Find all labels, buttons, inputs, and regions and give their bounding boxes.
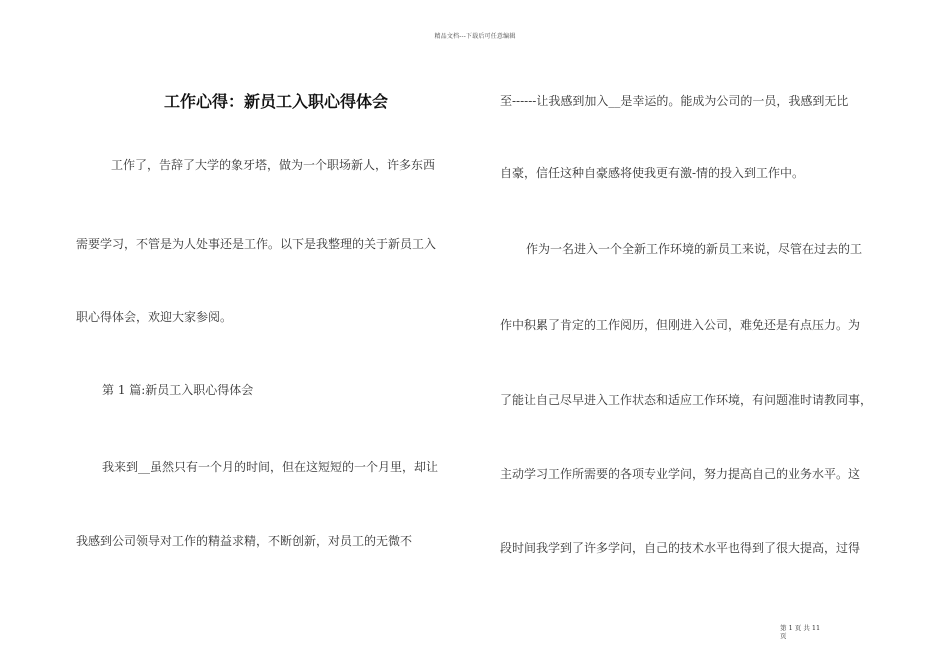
paragraph-line: 自豪，信任这种自豪感将使我更有激-情的投入到工作中。 <box>500 166 805 180</box>
document-header: 精品文档---下载后可任意编辑 <box>434 33 516 40</box>
paragraph-line: 我来到__虽然只有一个月的时间，但在这短短的一个月里，却让 <box>102 460 439 474</box>
paragraph-line: 至------让我感到加入__是幸运的。能成为公司的一员，我感到无比 <box>500 94 849 108</box>
paragraph-line: 我感到公司领导对工作的精益求精，不断创新，对员工的无微不 <box>76 534 413 548</box>
paragraph-line: 主动学习工作所需要的各项专业学问，努力提高自己的业务水平。这 <box>500 467 861 481</box>
page-number-line: 页 <box>780 632 787 640</box>
page-number <box>780 624 840 640</box>
paragraph-line: 了能让自己尽早进入工作状态和适应工作环境，有问题准时请教同事， <box>500 393 873 407</box>
section-heading: 第 1 篇:新员工入职心得体会 <box>102 383 254 397</box>
page-number-line: 第 1 页 共 11 <box>780 624 821 632</box>
paragraph-line: 职心得体会，欢迎大家参阅。 <box>76 310 233 324</box>
article-title: 工作心得：新员工入职心得体会 <box>163 92 388 111</box>
paragraph-line: 工作了，告辞了大学的象牙塔，做为一个职场新人，许多东西 <box>111 158 436 172</box>
paragraph-line: 段时间我学到了许多学问，自己的技术水平也得到了很大提高，过得 <box>500 541 861 555</box>
paragraph-line: 作为一名进入一个全新工作环境的新员工来说，尽管在过去的工 <box>526 242 863 256</box>
paragraph-line: 作中积累了肯定的工作阅历，但刚进入公司，难免还是有点压力。为 <box>500 318 861 332</box>
paragraph-line: 需要学习，不管是为人处事还是工作。以下是我整理的关于新员工入 <box>76 237 437 251</box>
